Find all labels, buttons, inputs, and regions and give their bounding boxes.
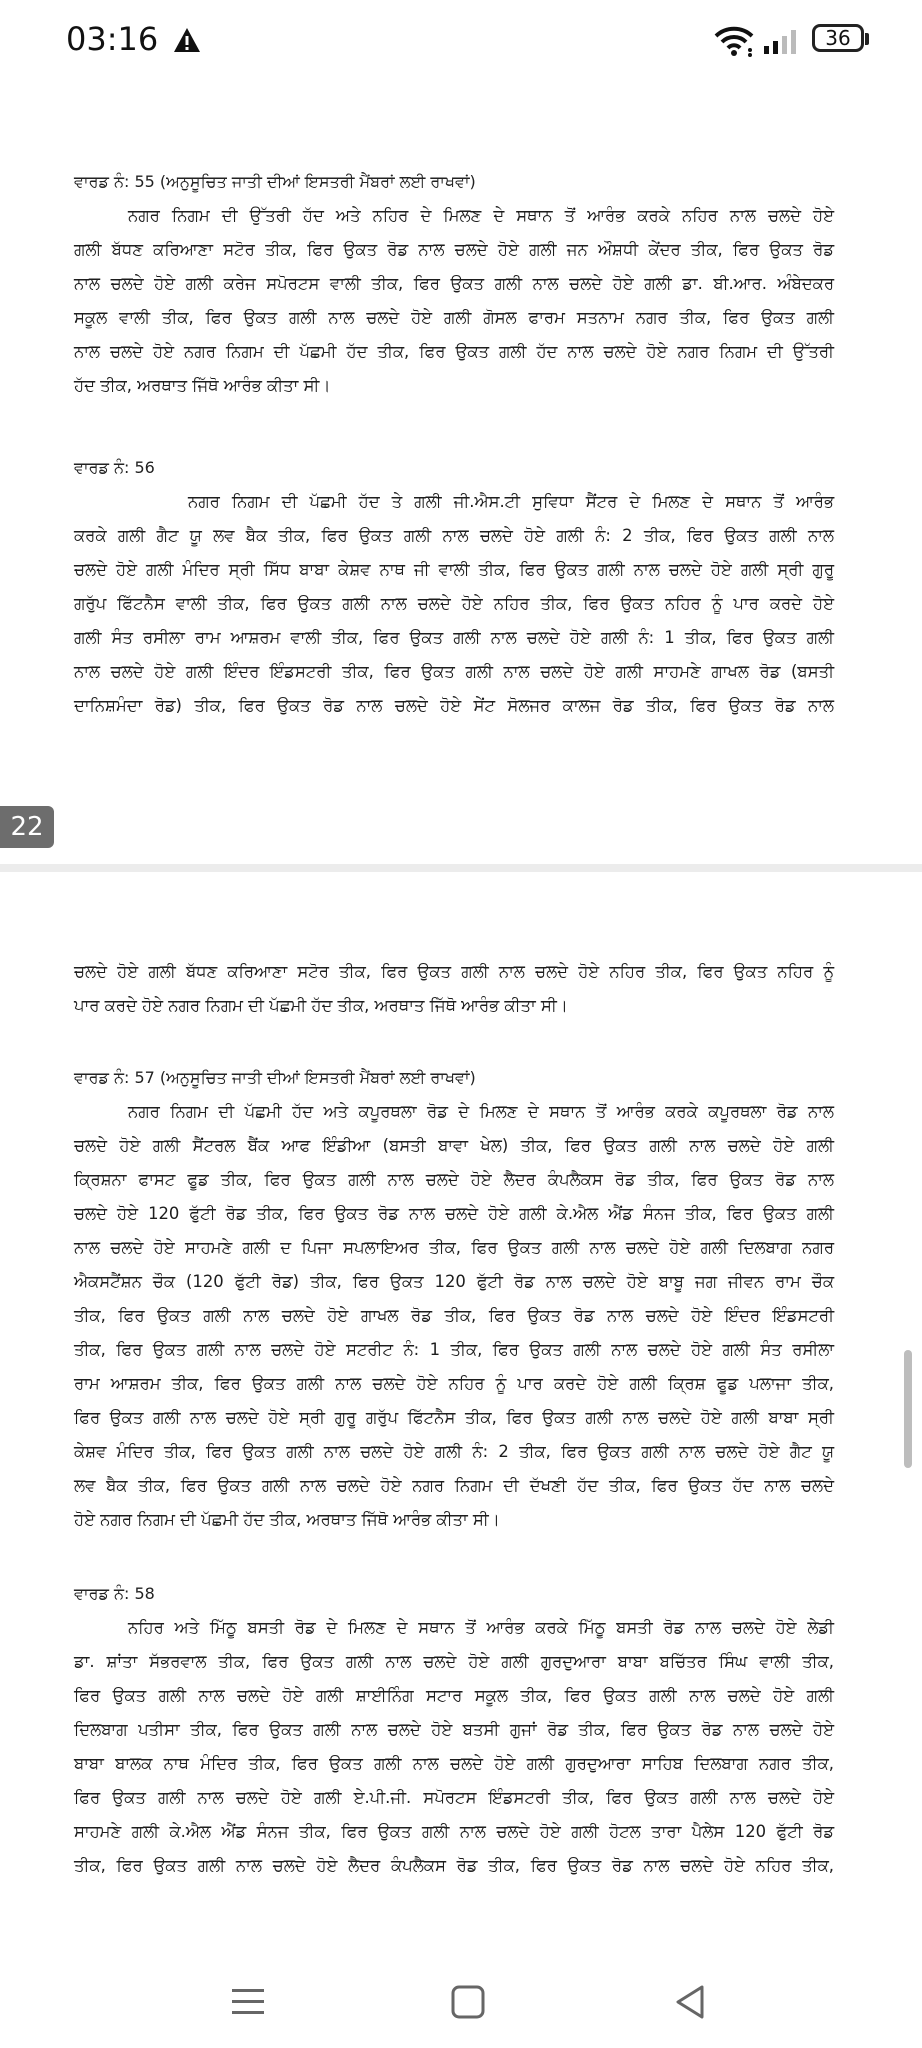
ward-56-line: ਗਰੁੱਪ ਫਿੱਟਨੈਸ ਵਾਲੀ ਤੀਕ, ਫਿਰ ਉਕਤ ਗਲੀ ਨਾਲ ਚਲਦੇ ਹੋਏ ਨਹਿਰ ਤੀਕ, ਫਿਰ ਉਕਤ ਨਹਿਰ ਨੂੰ ਪਾਰ ਕਰਦੇ ਹੋਏ — [74, 594, 834, 613]
scrollbar-thumb[interactable] — [904, 1350, 912, 1468]
ward-57-heading: ਵਾਰਡ ਨੰ: 57 (ਅਨੁਸੂਚਿਤ ਜਾਤੀ ਦੀਆਂ ਇਸਤਰੀ ਮੈਂਬਰਾਂ ਲਈ ਰਾਖਵਾਂ) — [74, 1068, 476, 1087]
ward-58-line: ਡਾ. ਸ਼ਾਂਤਾ ਸੱਭਰਵਾਲ ਤੀਕ, ਫਿਰ ਉਕਤ ਗਲੀ ਨਾਲ ਚਲਦੇ ਹੋਏ ਗਲੀ ਗੁਰਦੁਆਰਾ ਬਾਬਾ ਬਚਿੱਤਰ ਸਿੰਘ ਵਾਲੀ ਤੀਕ, — [74, 1652, 834, 1671]
ward-57-line: ਨਗਰ ਨਿਗਮ ਦੀ ਪੱਛਮੀ ਹੱਦ ਅਤੇ ਕਪੂਰਥਲਾ ਰੋਡ ਦੇ ਮਿਲਣ ਦੇ ਸਥਾਨ ਤੋਂ ਆਰੰਭ ਕਰਕੇ ਕਪੂਰਥਲਾ ਰੋਡ ਨਾਲ — [128, 1102, 834, 1121]
ward-55-line: ਗਲੀ ਬੱਧਣ ਕਰਿਆਣਾ ਸਟੋਰ ਤੀਕ, ਫਿਰ ਉਕਤ ਰੋਡ ਨਾਲ ਚਲਦੇ ਹੋਏ ਗਲੀ ਜਨ ਔਸ਼ਧੀ ਕੇਂਦਰ ਤੀਕ, ਫਿਰ ਉਕਤ ਰੋਡ — [74, 240, 834, 259]
ward-56-continuation-line: ਪਾਰ ਕਰਦੇ ਹੋਏ ਨਗਰ ਨਿਗਮ ਦੀ ਪੱਛਮੀ ਹੱਦ ਤੀਕ, ਅਰਥਾਤ ਜਿੱਥੋ ਆਰੰਭ ਕੀਤਾ ਸੀ। — [74, 996, 568, 1015]
ward-57-line: ਕ੍ਰਿਸ਼ਨਾ ਫਾਸਟ ਫੂਡ ਤੀਕ, ਫਿਰ ਉਕਤ ਗਲੀ ਨਾਲ ਚਲਦੇ ਹੋਏ ਲੈਦਰ ਕੰਪਲੈਕਸ ਰੋਡ ਤੀਕ, ਫਿਰ ਉਕਤ ਰੋਡ ਨਾਲ — [74, 1170, 834, 1189]
ward-57-line: ਚਲਦੇ ਹੋਏ 120 ਫੁੱਟੀ ਰੋਡ ਤੀਕ, ਫਿਰ ਉਕਤ ਰੋਡ ਨਾਲ ਚਲਦੇ ਹੋਏ ਗਲੀ ਕੇ.ਐਲ ਐਂਡ ਸੰਨਜ ਤੀਕ, ਫਿਰ ਉਕਤ ਗਲੀ — [74, 1204, 834, 1223]
ward-56-line: ਚਲਦੇ ਹੋਏ ਗਲੀ ਮੰਦਿਰ ਸ੍ਰੀ ਸਿੱਧ ਬਾਬਾ ਕੇਸ਼ਵ ਨਾਥ ਜੀ ਵਾਲੀ ਤੀਕ, ਫਿਰ ਉਕਤ ਗਲੀ ਨਾਲ ਚਲਦੇ ਹੋਏ ਗਲੀ ਸ੍ਰੀ ਗੁਰੂ — [74, 560, 834, 579]
ward-58-line: ਦਿਲਬਾਗ ਪਤੀਸਾ ਤੀਕ, ਫਿਰ ਉਕਤ ਗਲੀ ਨਾਲ ਚਲਦੇ ਹੋਏ ਬਤਸੀ ਗੁਜਾਂ ਰੋਡ ਤੀਕ, ਫਿਰ ਉਕਤ ਰੋਡ ਨਾਲ ਚਲਦੇ ਹੋਏ — [74, 1720, 834, 1739]
ward-58-line: ਤੀਕ, ਫਿਰ ਉਕਤ ਗਲੀ ਨਾਲ ਚਲਦੇ ਹੋਏ ਲੈਦਰ ਕੰਪਲੈਕਸ ਰੋਡ ਤੀਕ, ਫਿਰ ਉਕਤ ਰੋਡ ਨਾਲ ਚਲਦੇ ਹੋਏ ਨਹਿਰ ਤੀਕ, — [74, 1856, 834, 1875]
back-icon[interactable] — [666, 1980, 714, 2024]
page-separator — [0, 864, 922, 872]
ward-55-line: ਨਗਰ ਨਿਗਮ ਦੀ ਉੱਤਰੀ ਹੱਦ ਅਤੇ ਨਹਿਰ ਦੇ ਮਿਲਣ ਦੇ ਸਥਾਨ ਤੋਂ ਆਰੰਭ ਕਰਕੇ ਨਹਿਰ ਨਾਲ ਚਲਦੇ ਹੋਏ — [128, 206, 834, 225]
ward-57-line: ਰਾਮ ਆਸ਼ਰਮ ਤੀਕ, ਫਿਰ ਉਕਤ ਗਲੀ ਨਾਲ ਚਲਦੇ ਹੋਏ ਨਹਿਰ ਨੂੰ ਪਾਰ ਕਰਦੇ ਹੋਏ ਗਲੀ ਕ੍ਰਿਸ਼ ਫੂਡ ਪਲਾਜਾ ਤੀਕ, — [74, 1374, 834, 1393]
page-number-badge[interactable]: 22 — [0, 806, 54, 848]
ward-56-line: ਦਾਨਿਸ਼ਮੰਦਾ ਰੋਡ) ਤੀਕ, ਫਿਰ ਉਕਤ ਰੋਡ ਨਾਲ ਚਲਦੇ ਹੋਏ ਸੇਂਟ ਸੋਲਜਰ ਕਾਲਜ ਰੋਡ ਤੀਕ, ਫਿਰ ਉਕਤ ਰੋਡ ਨਾਲ — [74, 696, 834, 715]
status-bar — [0, 0, 922, 84]
ward-56-line: ਨਾਲ ਚਲਦੇ ਹੋਏ ਗਲੀ ਇੰਦਰ ਇੰਡਸਟਰੀ ਤੀਕ, ਫਿਰ ਉਕਤ ਗਲੀ ਨਾਲ ਚਲਦੇ ਹੋਏ ਗਲੀ ਸਾਹਮਣੇ ਗਾਖਲ ਰੋਡ (ਬਸਤੀ — [74, 662, 834, 681]
signal-icon — [760, 28, 800, 56]
ward-56-line: ਕਰਕੇ ਗਲੀ ਗੈਟ ਯੂ ਲਵ ਬੈਕ ਤੀਕ, ਫਿਰ ਉਕਤ ਗਲੀ ਨਾਲ ਚਲਦੇ ਹੋਏ ਗਲੀ ਨੰ: 2 ਤੀਕ, ਫਿਰ ਉਕਤ ਗਲੀ ਨਾਲ — [74, 526, 834, 545]
ward-58-heading: ਵਾਰਡ ਨੰ: 58 — [74, 1584, 155, 1603]
ward-58-line: ਫਿਰ ਉਕਤ ਗਲੀ ਨਾਲ ਚਲਦੇ ਹੋਏ ਗਲੀ ਏ.ਪੀ.ਜੀ. ਸਪੋਰਟਸ ਇੰਡਸਟਰੀ ਤੀਕ, ਫਿਰ ਉਕਤ ਗਲੀ ਨਾਲ ਚਲਦੇ ਹੋਏ — [74, 1788, 834, 1807]
system-navigation-bar — [0, 1958, 922, 2048]
ward-58-line: ਨਹਿਰ ਅਤੇ ਮਿੱਠੂ ਬਸਤੀ ਰੋਡ ਦੇ ਮਿਲਣ ਦੇ ਸਥਾਨ ਤੋਂ ਆਰੰਭ ਕਰਕੇ ਮਿੱਠੂ ਬਸਤੀ ਰੋਡ ਨਾਲ ਚਲਦੇ ਹੋਏ ਲੇਡੀ — [128, 1618, 834, 1637]
ward-55-heading: ਵਾਰਡ ਨੰ: 55 (ਅਨੁਸੂਚਿਤ ਜਾਤੀ ਦੀਆਂ ਇਸਤਰੀ ਮੈਂਬਰਾਂ ਲਈ ਰਾਖਵਾਂ) — [74, 172, 476, 191]
document-page-lower — [0, 872, 922, 1958]
ward-57-line: ਕੇਸ਼ਵ ਮੰਦਿਰ ਤੀਕ, ਫਿਰ ਉਕਤ ਗਲੀ ਨਾਲ ਚਲਦੇ ਹੋਏ ਗਲੀ ਨੰ: 2 ਤੀਕ, ਫਿਰ ਉਕਤ ਗਲੀ ਨਾਲ ਚਲਦੇ ਹੋਏ ਗੈਟ ਯੂ — [74, 1442, 834, 1461]
ward-58-line: ਸਾਹਮਣੇ ਗਲੀ ਕੇ.ਐਲ ਐਂਡ ਸੰਨਜ ਤੀਕ, ਫਿਰ ਉਕਤ ਗਲੀ ਨਾਲ ਚਲਦੇ ਹੋਏ ਗਲੀ ਹੋਟਲ ਤਾਰਾ ਪੈਲੇਸ 120 ਫੁੱਟੀ ਰੋਡ — [74, 1822, 834, 1841]
home-icon[interactable] — [444, 1980, 492, 2024]
document-page-upper — [0, 84, 922, 864]
battery-indicator: 36 — [812, 24, 864, 52]
ward-56-line: ਗਲੀ ਸੰਤ ਰਸੀਲਾ ਰਾਮ ਆਸ਼ਰਮ ਵਾਲੀ ਤੀਕ, ਫਿਰ ਉਕਤ ਗਲੀ ਨਾਲ ਚਲਦੇ ਹੋਏ ਗਲੀ ਨੰ: 1 ਤੀਕ, ਫਿਰ ਉਕਤ ਗਲੀ — [74, 628, 834, 647]
ward-55-line: ਹੱਦ ਤੀਕ, ਅਰਥਾਤ ਜਿੱਥੋ ਆਰੰਭ ਕੀਤਾ ਸੀ। — [74, 376, 331, 395]
ward-56-line: ਨਗਰ ਨਿਗਮ ਦੀ ਪੱਛਮੀ ਹੱਦ ਤੇ ਗਲੀ ਜੀ.ਐਸ.ਟੀ ਸੁਵਿਧਾ ਸੈਂਟਰ ਦੇ ਮਿਲਣ ਦੇ ਸਥਾਨ ਤੋਂ ਆਰੰਭ — [188, 492, 834, 511]
ward-57-line: ਤੀਕ, ਫਿਰ ਉਕਤ ਗਲੀ ਨਾਲ ਚਲਦੇ ਹੋਏ ਸਟਰੀਟ ਨੰ: 1 ਤੀਕ, ਫਿਰ ਉਕਤ ਗਲੀ ਨਾਲ ਚਲਦੇ ਹੋਏ ਗਲੀ ਸੰਤ ਰਸੀਲਾ — [74, 1340, 834, 1359]
warning-icon — [172, 26, 202, 54]
ward-58-line: ਬਾਬਾ ਬਾਲਕ ਨਾਥ ਮੰਦਿਰ ਤੀਕ, ਫਿਰ ਉਕਤ ਗਲੀ ਨਾਲ ਚਲਦੇ ਹੋਏ ਗਲੀ ਗੁਰਦੁਆਰਾ ਸਾਹਿਬ ਦਿਲਬਾਗ ਨਗਰ ਤੀਕ, — [74, 1754, 834, 1773]
ward-55-line: ਨਾਲ ਚਲਦੇ ਹੋਏ ਗਲੀ ਕਰੇਜ ਸਪੋਰਟਸ ਵਾਲੀ ਤੀਕ, ਫਿਰ ਉਕਤ ਗਲੀ ਨਾਲ ਚਲਦੇ ਹੋਏ ਗਲੀ ਡਾ. ਬੀ.ਆਰ. ਅੰਬੇਦਕਰ — [74, 274, 834, 293]
ward-57-line: ਚਲਦੇ ਹੋਏ ਗਲੀ ਸੈਂਟਰਲ ਬੈਂਕ ਆਫ ਇੰਡੀਆ (ਬਸਤੀ ਬਾਵਾ ਖੇਲ) ਤੀਕ, ਫਿਰ ਉਕਤ ਗਲੀ ਨਾਲ ਚਲਦੇ ਹੋਏ ਗਲੀ — [74, 1136, 834, 1155]
ward-55-line: ਨਾਲ ਚਲਦੇ ਹੋਏ ਨਗਰ ਨਿਗਮ ਦੀ ਪੱਛਮੀ ਹੱਦ ਤੀਕ, ਫਿਰ ਉਕਤ ਗਲੀ ਹੱਦ ਨਾਲ ਚਲਦੇ ਹੋਏ ਨਗਰ ਨਿਗਮ ਦੀ ਉੱਤਰੀ — [74, 342, 834, 361]
ward-56-continuation-line: ਚਲਦੇ ਹੋਏ ਗਲੀ ਬੱਧਣ ਕਰਿਆਣਾ ਸਟੋਰ ਤੀਕ, ਫਿਰ ਉਕਤ ਗਲੀ ਨਾਲ ਚਲਦੇ ਹੋਏ ਨਹਿਰ ਤੀਕ, ਫਿਰ ਉਕਤ ਨਹਿਰ ਨੂੰ — [74, 962, 834, 981]
wifi-icon — [712, 24, 756, 58]
ward-58-line: ਫਿਰ ਉਕਤ ਗਲੀ ਨਾਲ ਚਲਦੇ ਹੋਏ ਗਲੀ ਸ਼ਾਈਨਿੰਗ ਸਟਾਰ ਸਕੂਲ ਤੀਕ, ਫਿਰ ਉਕਤ ਗਲੀ ਨਾਲ ਚਲਦੇ ਹੋਏ ਗਲੀ — [74, 1686, 834, 1705]
ward-57-line: ਤੀਕ, ਫਿਰ ਉਕਤ ਗਲੀ ਨਾਲ ਚਲਦੇ ਹੋਏ ਗਾਖਲ ਰੋਡ ਤੀਕ, ਫਿਰ ਉਕਤ ਰੋਡ ਨਾਲ ਚਲਦੇ ਹੋਏ ਇੰਦਰ ਇੰਡਸਟਰੀ — [74, 1306, 834, 1325]
ward-57-line: ਫਿਰ ਉਕਤ ਗਲੀ ਨਾਲ ਚਲਦੇ ਹੋਏ ਸ੍ਰੀ ਗੁਰੂ ਗਰੁੱਪ ਫਿੱਟਨੈਸ ਤੀਕ, ਫਿਰ ਉਕਤ ਗਲੀ ਨਾਲ ਚਲਦੇ ਹੋਏ ਗਲੀ ਬਾਬਾ ਸ੍ਰੀ — [74, 1408, 834, 1427]
ward-57-line: ਐਕਸਟੈਂਸ਼ਨ ਚੌਕ (120 ਫੁੱਟੀ ਰੋਡ) ਤੀਕ, ਫਿਰ ਉਕਤ 120 ਫੁੱਟੀ ਰੋਡ ਨਾਲ ਚਲਦੇ ਹੋਏ ਬਾਬੂ ਜਗ ਜੀਵਨ ਰਾਮ ਚੌਕ — [74, 1272, 834, 1291]
recent-apps-icon[interactable] — [224, 1980, 272, 2024]
status-time: 03:16 — [66, 20, 159, 58]
ward-55-line: ਸਕੂਲ ਵਾਲੀ ਤੀਕ, ਫਿਰ ਉਕਤ ਗਲੀ ਨਾਲ ਚਲਦੇ ਹੋਏ ਗਲੀ ਗੋਸਲ ਫਾਰਮ ਸਤਨਾਮ ਨਗਰ ਤੀਕ, ਫਿਰ ਉਕਤ ਗਲੀ — [74, 308, 834, 327]
ward-57-line: ਹੋਏ ਨਗਰ ਨਿਗਮ ਦੀ ਪੱਛਮੀ ਹੱਦ ਤੀਕ, ਅਰਥਾਤ ਜਿੱਥੋ ਆਰੰਭ ਕੀਤਾ ਸੀ। — [74, 1510, 500, 1529]
ward-57-line: ਲਵ ਬੈਕ ਤੀਕ, ਫਿਰ ਉਕਤ ਗਲੀ ਨਾਲ ਚਲਦੇ ਹੋਏ ਨਗਰ ਨਿਗਮ ਦੀ ਦੱਖਣੀ ਹੱਦ ਤੀਕ, ਫਿਰ ਉਕਤ ਹੱਦ ਨਾਲ ਚਲਦੇ — [74, 1476, 834, 1495]
ward-56-heading: ਵਾਰਡ ਨੰ: 56 — [74, 458, 155, 477]
ward-57-line: ਨਾਲ ਚਲਦੇ ਹੋਏ ਸਾਹਮਣੇ ਗਲੀ ਦ ਪਿਜਾ ਸਪਲਾਇਅਰ ਤੀਕ, ਫਿਰ ਉਕਤ ਗਲੀ ਨਾਲ ਚਲਦੇ ਹੋਏ ਗਲੀ ਦਿਲਬਾਗ ਨਗਰ — [74, 1238, 834, 1257]
